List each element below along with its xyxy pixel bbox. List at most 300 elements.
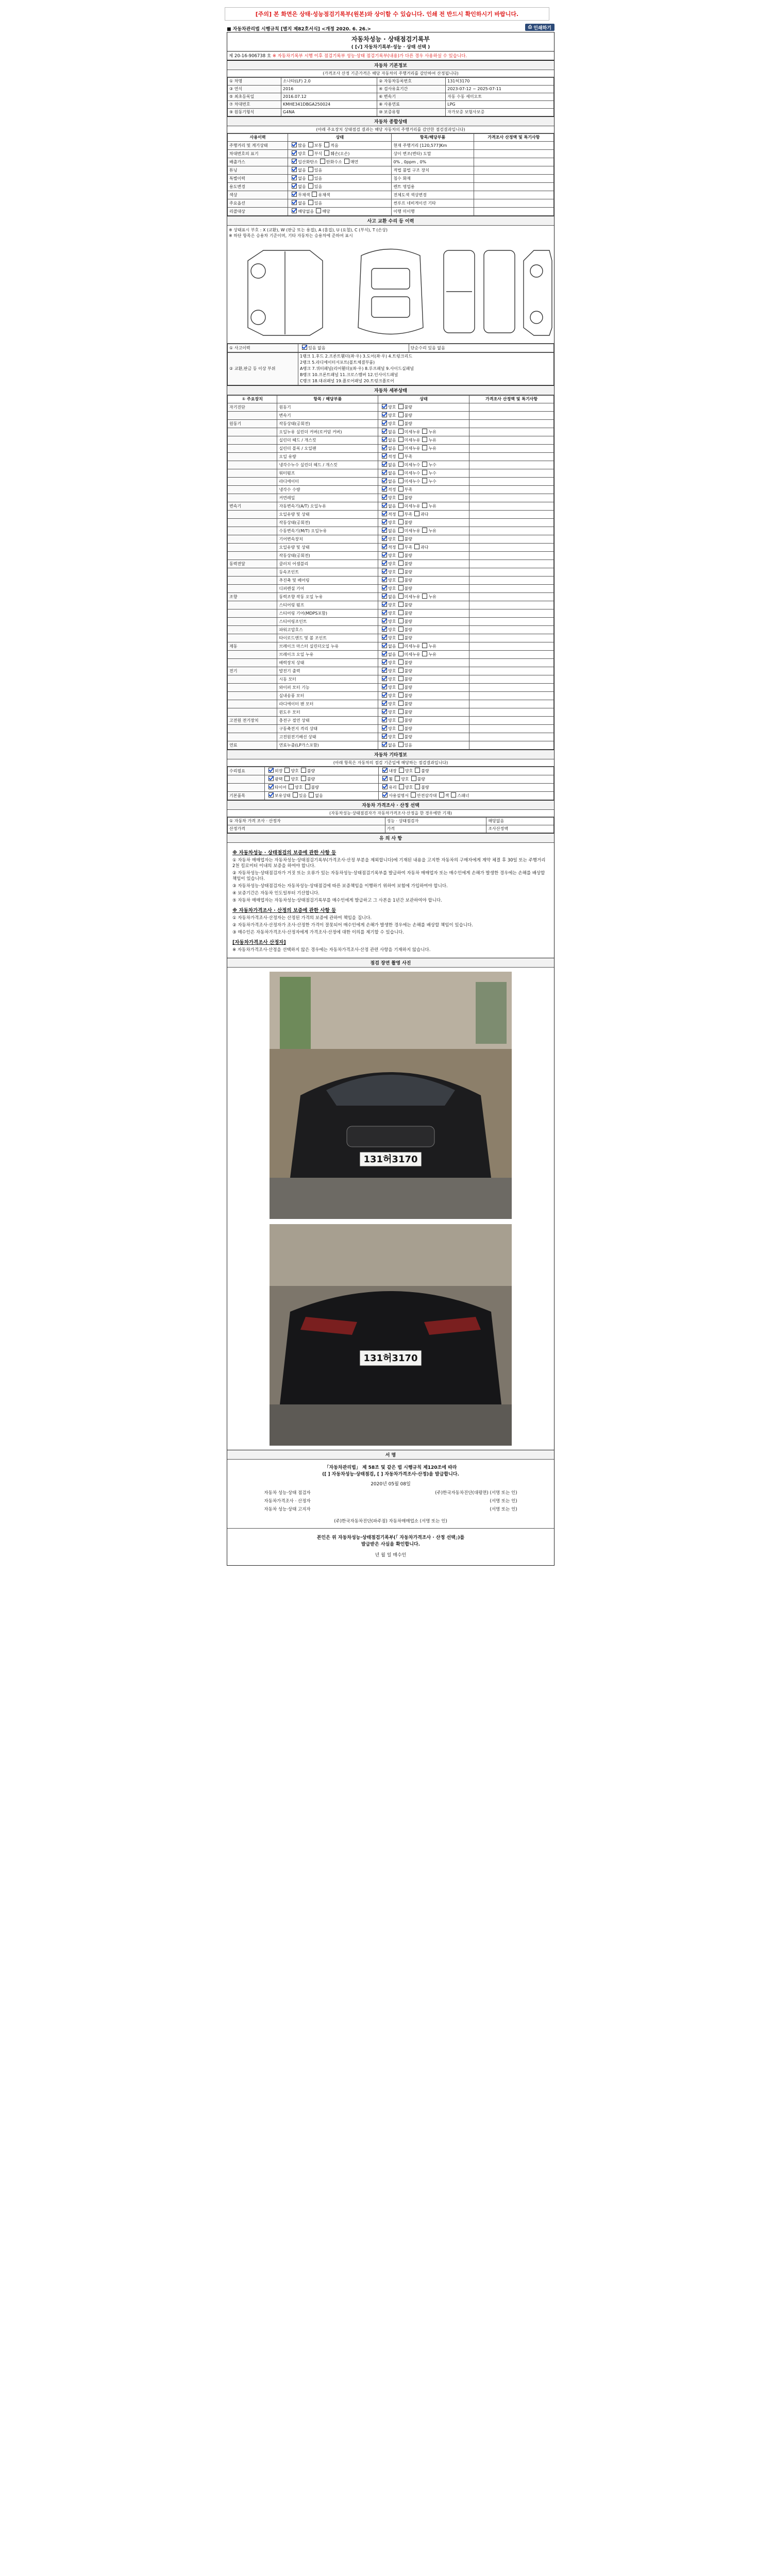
frame-rank-label: ② 교환,판금 등 이상 부위 — [228, 353, 298, 385]
checkbox[interactable] — [301, 776, 306, 781]
device-remark — [469, 552, 554, 560]
device-state — [378, 568, 469, 577]
checkbox[interactable] — [308, 175, 313, 180]
checkbox[interactable] — [398, 618, 404, 623]
checkbox[interactable] — [398, 536, 404, 541]
checkbox[interactable] — [411, 776, 416, 781]
checkbox-checked[interactable] — [382, 511, 387, 516]
checkbox[interactable] — [301, 768, 306, 773]
checkbox[interactable] — [422, 470, 427, 475]
checkbox[interactable] — [398, 594, 404, 599]
option-label: 없음 — [388, 595, 396, 599]
checkbox[interactable] — [422, 503, 427, 508]
device-item: 브레이크 마스터 실린더오일 누유 — [277, 642, 378, 651]
checkbox[interactable] — [308, 183, 313, 189]
checkbox[interactable] — [411, 792, 416, 798]
checkbox-checked[interactable] — [382, 503, 387, 508]
checkbox-checked[interactable] — [382, 659, 387, 665]
checkbox[interactable] — [422, 429, 427, 434]
checkbox[interactable] — [398, 577, 404, 582]
checkbox-checked[interactable] — [382, 585, 387, 590]
checkbox[interactable] — [422, 651, 427, 656]
option-label: 부족 — [404, 545, 412, 550]
device-remark — [469, 609, 554, 618]
details-row — [228, 692, 554, 700]
checkbox-checked[interactable] — [382, 651, 387, 656]
status-remark — [474, 166, 553, 175]
device-state — [378, 403, 469, 412]
status-remark — [474, 208, 553, 216]
simple-repair: 단순수리 있음 없음 — [409, 344, 553, 352]
option-label: 미세누유 — [404, 430, 421, 434]
checkbox[interactable] — [399, 768, 404, 773]
checkbox[interactable] — [398, 684, 404, 689]
checkbox[interactable] — [398, 676, 404, 681]
checkbox-checked[interactable] — [382, 478, 387, 483]
report-subtitle: ( [√] 자동차기록부·성능 · 상태 선택 ) — [351, 45, 430, 50]
checkbox[interactable] — [398, 528, 404, 533]
checkbox[interactable] — [284, 768, 290, 773]
checkbox[interactable] — [414, 544, 419, 549]
option-label: 불량 — [404, 570, 412, 574]
device-group — [228, 568, 277, 577]
signature-heading: 서 명 — [227, 1450, 554, 1460]
device-state — [378, 717, 469, 725]
checkbox-checked[interactable] — [292, 159, 297, 164]
frame-rank-row: 1랭크 1.후드 2.프론트휀더(좌·우) 3.도어(좌·우) 4.트렁크리드 — [300, 354, 412, 359]
checkbox[interactable] — [398, 569, 404, 574]
checkbox[interactable] — [414, 511, 419, 516]
checkbox[interactable] — [422, 445, 427, 450]
checkbox-checked[interactable] — [268, 776, 274, 781]
details-row — [228, 535, 554, 544]
etc-item — [379, 784, 554, 792]
option-label: 양호 — [388, 685, 396, 690]
details-row — [228, 552, 554, 560]
checkbox[interactable] — [398, 453, 404, 459]
checkbox[interactable] — [422, 594, 427, 599]
device-remark — [469, 634, 554, 642]
checkbox-checked[interactable] — [382, 776, 388, 781]
checkbox[interactable] — [422, 462, 427, 467]
checkbox-checked[interactable] — [382, 544, 387, 549]
device-state — [378, 741, 469, 750]
option-label: 양호 — [388, 578, 396, 583]
option-label: 불량 — [404, 735, 412, 739]
option-label: 불량 — [404, 718, 412, 723]
checkbox[interactable] — [398, 478, 404, 483]
details-row — [228, 651, 554, 659]
checkbox-checked[interactable] — [382, 561, 387, 566]
device-item: 디퍼렌셜 기어 — [277, 585, 378, 593]
device-item: 작동상태(공회전) — [277, 420, 378, 428]
checkbox-checked[interactable] — [382, 495, 387, 500]
device-state — [378, 585, 469, 593]
column-header: 상태 — [288, 134, 392, 142]
field-label: ⑧ 사용연료 — [377, 101, 446, 109]
device-state — [378, 684, 469, 692]
checkbox-checked[interactable] — [292, 175, 297, 180]
checkbox[interactable] — [398, 470, 404, 475]
checkbox[interactable] — [398, 429, 404, 434]
checkbox[interactable] — [422, 643, 427, 648]
device-remark — [469, 667, 554, 675]
checkbox-checked[interactable] — [382, 610, 387, 615]
option-label: 없음 — [388, 652, 396, 657]
status-item: 특별이력 — [228, 175, 288, 183]
checkbox[interactable] — [398, 552, 404, 557]
checkbox-checked[interactable] — [382, 602, 387, 607]
checkbox-checked[interactable] — [268, 784, 274, 789]
checkbox[interactable] — [398, 511, 404, 516]
status-row — [228, 199, 554, 208]
option-label: 양호 — [388, 726, 396, 731]
checkbox-checked[interactable] — [382, 709, 387, 714]
checkbox-checked[interactable] — [292, 208, 297, 213]
option-label: 유채색 — [318, 193, 330, 197]
device-item: 오일유량 및 상태 — [277, 544, 378, 552]
checkbox[interactable] — [398, 626, 404, 632]
etc-group — [228, 775, 265, 784]
checkbox-checked[interactable] — [382, 536, 387, 541]
checkbox[interactable] — [398, 717, 404, 722]
checkbox[interactable] — [398, 420, 404, 426]
checkbox-checked[interactable] — [382, 453, 387, 459]
option-label: 있음 — [314, 176, 323, 181]
checkbox[interactable] — [316, 208, 321, 213]
checkbox-checked[interactable] — [382, 519, 387, 524]
checkbox[interactable] — [451, 792, 456, 798]
status-item: 용도변경 — [228, 183, 288, 191]
inspection-report — [227, 24, 554, 2306]
device-group: 동력전달 — [228, 560, 277, 568]
field-label: ⑨ 원동기형식 — [228, 109, 281, 116]
form-reference: ■ 자동차관리법 시행규칙 [별지 제82호서식] <개정 2020. 6. 26.> — [227, 27, 371, 32]
device-remark — [469, 618, 554, 626]
checkbox[interactable] — [398, 519, 404, 524]
checkbox-checked[interactable] — [292, 183, 297, 189]
field-value: 소나타(LF) 2.0 — [281, 78, 377, 86]
option-label: 미세누수 — [404, 479, 421, 484]
checkbox[interactable] — [398, 503, 404, 508]
field-label: ⑩ 보증유형 — [377, 109, 446, 116]
device-remark — [469, 453, 554, 461]
device-item: 라디에이터 — [277, 478, 378, 486]
device-group: 원동기 — [228, 420, 277, 428]
checkbox[interactable] — [398, 495, 404, 500]
checkbox-checked[interactable] — [292, 150, 297, 156]
checkbox-checked[interactable] — [382, 701, 387, 706]
accident-legend — [227, 226, 554, 240]
checkbox[interactable] — [415, 768, 420, 773]
option-label: 양호 — [388, 553, 396, 558]
checkbox[interactable] — [308, 150, 313, 156]
device-state — [378, 733, 469, 741]
device-item: 실린더 헤드 / 개스킷 — [277, 436, 378, 445]
device-item: 기어변속장치 — [277, 535, 378, 544]
checkbox[interactable] — [398, 725, 404, 731]
status-detail: 이행 미이행 — [392, 208, 474, 216]
device-state — [378, 618, 469, 626]
device-remark — [469, 675, 554, 684]
checkbox-checked[interactable] — [382, 618, 387, 623]
checkbox-checked[interactable] — [292, 200, 297, 205]
device-remark — [469, 519, 554, 527]
checkbox[interactable] — [398, 585, 404, 590]
checkbox[interactable] — [398, 610, 404, 615]
option-label: 매연 — [350, 160, 359, 164]
checkbox-checked[interactable] — [382, 692, 387, 698]
checkbox-checked[interactable] — [382, 445, 387, 450]
checkbox[interactable] — [395, 776, 400, 781]
details-row — [228, 733, 554, 741]
device-remark — [469, 412, 554, 420]
device-remark — [469, 725, 554, 733]
checkbox-checked[interactable] — [382, 404, 387, 409]
accident-heading: 사고 교환 수리 등 이력 — [227, 216, 554, 226]
option-label: 불량 — [404, 496, 412, 500]
option-label: 없음 — [388, 644, 396, 649]
checkbox-checked[interactable] — [382, 577, 387, 582]
checkbox[interactable] — [422, 528, 427, 533]
price-note: (자동차성능·상태점검자가 자동차가격조사·산정을 한 경우에만 기재) — [227, 810, 554, 817]
device-item: 냉각수누수 실린더 헤드 / 개스킷 — [277, 461, 378, 469]
option-label: 타이어 — [274, 785, 287, 790]
print-button[interactable] — [525, 24, 554, 31]
checkbox[interactable] — [398, 462, 404, 467]
checkbox[interactable] — [324, 150, 329, 156]
checkbox-checked[interactable] — [382, 412, 387, 417]
checkbox-checked[interactable] — [382, 734, 387, 739]
checkbox-checked[interactable] — [382, 626, 387, 632]
checkbox-checked[interactable] — [292, 167, 297, 172]
device-remark — [469, 585, 554, 593]
details-row — [228, 436, 554, 445]
device-group — [228, 428, 277, 436]
option-label: 누유 — [428, 446, 436, 451]
device-group — [228, 527, 277, 535]
checkbox-checked[interactable] — [382, 552, 387, 557]
caution-paragraph: ③ 매수인은 자동차가격조사·산정자에게 가격조사·산정에 대한 이의를 제기할 수 있습니다. — [232, 930, 404, 935]
checkbox[interactable] — [308, 142, 313, 147]
checkbox[interactable] — [422, 437, 427, 442]
device-state — [378, 544, 469, 552]
checkbox-checked[interactable] — [268, 768, 274, 773]
checkbox[interactable] — [398, 404, 404, 409]
device-state — [378, 552, 469, 560]
status-options — [288, 175, 392, 183]
checkbox[interactable] — [398, 643, 404, 648]
option-label: 양호 — [388, 677, 396, 682]
field-label: ⑤ 최초등록일 — [228, 93, 281, 101]
checkbox-checked[interactable] — [382, 725, 387, 731]
option-label: 불량 — [404, 685, 412, 690]
checkbox[interactable] — [320, 159, 325, 164]
checkbox-checked[interactable] — [382, 437, 387, 442]
option-label: 없음 — [388, 504, 396, 509]
checkbox[interactable] — [344, 159, 349, 164]
device-group: 제동 — [228, 642, 277, 651]
checkbox-checked[interactable] — [382, 668, 387, 673]
option-label: 양호 — [401, 777, 409, 782]
details-row — [228, 577, 554, 585]
checkbox[interactable] — [398, 709, 404, 714]
checkbox-checked[interactable] — [382, 635, 387, 640]
device-state — [378, 469, 469, 478]
status-remark — [474, 158, 553, 166]
checkbox-checked[interactable] — [382, 768, 388, 773]
device-remark — [469, 741, 554, 750]
option-label: 누유 — [428, 652, 436, 657]
checkbox[interactable] — [398, 437, 404, 442]
checkbox-checked[interactable] — [382, 470, 387, 475]
price-cell: 해당없음 — [486, 818, 554, 825]
car-diagram — [227, 240, 554, 344]
status-row — [228, 150, 554, 158]
option-label: 양호 — [388, 619, 396, 624]
checkbox-checked[interactable] — [382, 717, 387, 722]
checkbox[interactable] — [284, 776, 290, 781]
status-remark — [474, 150, 553, 158]
option-label: 미세누수 — [404, 471, 421, 476]
status-item: 배출가스 — [228, 158, 288, 166]
checkbox-checked[interactable] — [382, 462, 387, 467]
device-group — [228, 535, 277, 544]
checkbox[interactable] — [439, 792, 444, 798]
checkbox[interactable] — [398, 734, 404, 739]
etc-table — [227, 767, 554, 800]
option-label: 불량 — [404, 628, 412, 632]
checkbox[interactable] — [398, 635, 404, 640]
checkbox[interactable] — [293, 792, 298, 798]
checkbox[interactable] — [308, 167, 313, 172]
option-label: 양호 — [298, 151, 306, 156]
option-label: 없음 — [298, 184, 306, 189]
checkbox[interactable] — [309, 792, 314, 798]
basic-info-note: (가격조사 산정 기준가격은 해당 자동차의 주행거리를 감안하여 산정됩니다) — [227, 70, 554, 77]
status-detail: 렌트 영업용 — [392, 183, 474, 191]
checkbox[interactable] — [398, 651, 404, 656]
field-label: ⑥ 변속기 — [377, 93, 446, 101]
checkbox-checked[interactable] — [382, 684, 387, 689]
signature-row — [260, 1505, 521, 1514]
option-label: 양호 — [388, 496, 396, 500]
checkbox[interactable] — [415, 784, 420, 789]
option-label: 적정 — [388, 487, 396, 492]
checkbox-checked[interactable] — [382, 792, 388, 798]
checkbox[interactable] — [398, 544, 404, 549]
option-label: 누유 — [428, 504, 436, 509]
checkbox-checked[interactable] — [382, 676, 387, 681]
signature-value: (서명 또는 인) — [490, 1507, 517, 1512]
checkbox[interactable] — [398, 412, 404, 417]
checkbox-checked[interactable] — [292, 142, 297, 147]
checkbox-checked[interactable] — [292, 192, 297, 197]
device-remark — [469, 708, 554, 717]
checkbox[interactable] — [305, 784, 310, 789]
checkbox-checked[interactable] — [382, 594, 387, 599]
status-options — [288, 166, 392, 175]
checkbox-checked[interactable] — [382, 569, 387, 574]
details-row — [228, 642, 554, 651]
top-view — [358, 249, 423, 334]
device-group — [228, 445, 277, 453]
status-detail: 전체도색 색상변경 — [392, 191, 474, 199]
etc-row — [228, 775, 554, 784]
field-value: G4NA — [281, 109, 377, 116]
price-row — [228, 818, 554, 825]
basic-info-heading: 자동차 기본정보 — [227, 60, 554, 70]
checkbox-checked[interactable] — [382, 420, 387, 426]
checkbox[interactable] — [289, 784, 294, 789]
checkbox[interactable] — [398, 486, 404, 492]
etc-row — [228, 784, 554, 792]
device-group — [228, 626, 277, 634]
registration-note: ※ 자동차기록부 시행 이후 점검기록부 성능·상태 점검기록부(내용)가 다른 경우 사용하실 수 있습니다. — [272, 54, 467, 59]
checkbox-checked[interactable] — [302, 345, 307, 350]
device-state — [378, 502, 469, 511]
option-label: 양호 — [388, 603, 396, 607]
device-group — [228, 684, 277, 692]
option-label: 양호 — [388, 669, 396, 673]
front-photo — [270, 972, 512, 1219]
accident-summary-table — [227, 344, 554, 352]
checkbox-checked[interactable] — [268, 792, 274, 798]
checkbox-checked[interactable] — [382, 784, 388, 789]
checkbox[interactable] — [312, 192, 317, 197]
checkbox-checked[interactable] — [382, 643, 387, 648]
buyer-confirm — [227, 1528, 554, 1548]
checkbox-checked[interactable] — [382, 429, 387, 434]
option-label: 양호 — [388, 586, 396, 591]
option-label: 양호 — [295, 785, 303, 790]
checkbox[interactable] — [398, 742, 404, 747]
device-state — [378, 560, 469, 568]
checkbox[interactable] — [422, 478, 427, 483]
device-item: 워터펌프 — [277, 469, 378, 478]
option-label: 과다 — [420, 545, 429, 550]
checkbox[interactable] — [398, 445, 404, 450]
checkbox[interactable] — [398, 668, 404, 673]
checkbox[interactable] — [308, 200, 313, 205]
option-label: 불량 — [404, 603, 412, 607]
checkbox[interactable] — [398, 692, 404, 698]
checkbox-checked[interactable] — [382, 528, 387, 533]
rear-plate-text: 131허3170 — [363, 1353, 418, 1364]
option-label: 양호 — [388, 562, 396, 566]
checkbox[interactable] — [324, 142, 329, 147]
checkbox[interactable] — [398, 561, 404, 566]
buyer-confirm-1: 본인은 위 자동차성능·상태점검기록부(「 자동차가격조사 · 산정 선택」)를 — [316, 1535, 465, 1540]
details-row — [228, 725, 554, 733]
checkbox[interactable] — [399, 784, 404, 789]
option-label: 안전삼각대 — [416, 793, 437, 798]
device-remark — [469, 684, 554, 692]
details-row — [228, 511, 554, 519]
checkbox[interactable] — [398, 701, 404, 706]
checkbox-checked[interactable] — [382, 486, 387, 492]
status-header-row — [228, 134, 554, 142]
option-label: 양호 — [388, 537, 396, 541]
caution-para-3: ※ 자동차가격조사·산정을 선택하지 않은 경우에는 자동차가격조사·산정 관련 사항을 기재하지 않습니다. — [232, 947, 431, 953]
checkbox-checked[interactable] — [382, 742, 387, 747]
checkbox[interactable] — [398, 659, 404, 665]
details-row — [228, 478, 554, 486]
details-row — [228, 684, 554, 692]
checkbox[interactable] — [398, 602, 404, 607]
accident-note-2: ※ 하단 항목은 승용차 기준이며, 기타 자동차는 승용차에 준하여 표시 — [229, 233, 353, 238]
device-remark — [469, 494, 554, 502]
